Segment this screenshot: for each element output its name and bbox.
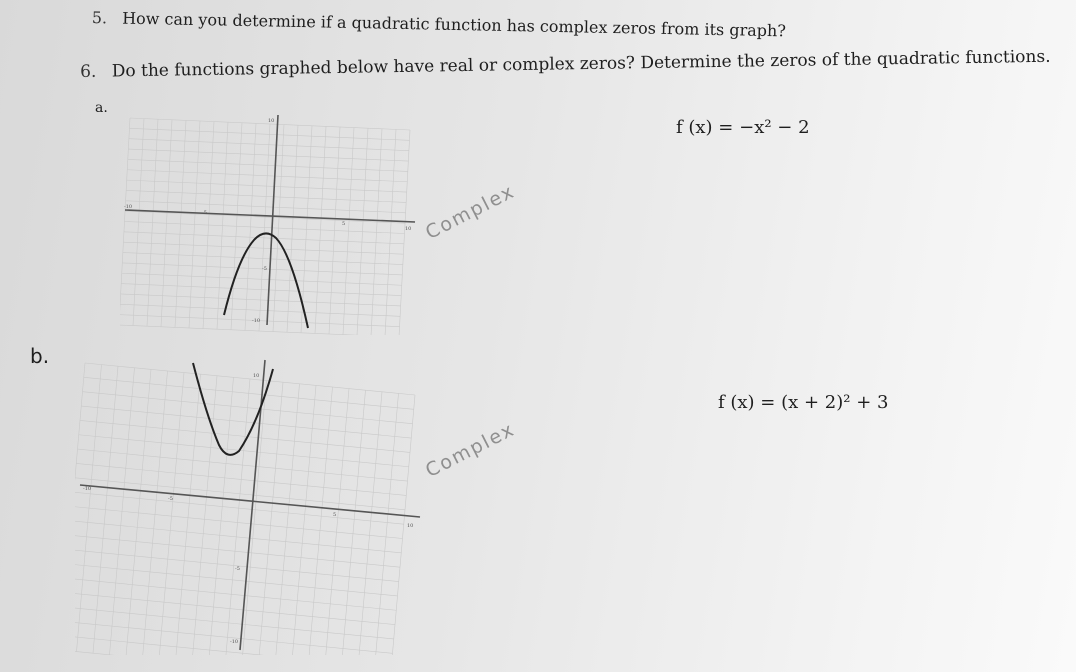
- grid-line-vertical: [341, 390, 366, 655]
- part-a-answer-handwritten: Complex: [422, 180, 519, 244]
- grid-line-vertical: [291, 385, 316, 655]
- graph-b: [75, 355, 425, 655]
- question-6: [80, 47, 1051, 82]
- grid-line-horizontal: [75, 593, 395, 625]
- graph-a-grid: [120, 118, 410, 335]
- graph-b-tick-y-top: 10: [253, 373, 260, 379]
- question-6-number: 6.: [80, 61, 97, 82]
- graph-a-tick-x-mid-right: 5: [342, 221, 346, 227]
- grid-line-vertical: [357, 392, 382, 655]
- question-5: [92, 8, 786, 40]
- question-6-text: Do the functions graphed below have real or complex zeros? Determine the zeros of the quadratic functions.: [111, 46, 1051, 82]
- grid-line-vertical: [374, 393, 399, 655]
- graph-a-tick-x-left: -10: [124, 204, 133, 210]
- grid-line-vertical: [143, 371, 168, 655]
- graph-a-tick-y-top: 10: [268, 118, 275, 124]
- part-b-answer-handwritten: Complex: [422, 418, 519, 482]
- graph-a-x-axis: [125, 210, 415, 222]
- graph-b-tick-x-mid-right: 5: [333, 512, 337, 518]
- graph-b-tick-x-left: -10: [83, 486, 92, 492]
- grid-line-vertical: [324, 389, 349, 655]
- graph-b-tick-y-mid: -5: [235, 566, 240, 572]
- question-5-number: 5.: [91, 8, 108, 28]
- grid-line-vertical: [308, 387, 333, 655]
- grid-line-horizontal: [75, 521, 401, 553]
- graph-a-tick-x-mid-left: -5: [202, 210, 207, 216]
- grid-line-horizontal: [75, 578, 396, 610]
- part-b-equation: f (x) = (x + 2)² + 3: [718, 392, 889, 413]
- graph-a-tick-y-bottom: -10: [252, 318, 261, 324]
- graph-a-tick-x-right: 10: [405, 226, 412, 232]
- part-a-label: a.: [95, 100, 108, 116]
- graph-a-parabola: [224, 233, 308, 328]
- graph-b-tick-x-right: 10: [407, 523, 414, 529]
- part-b-label: b.: [30, 344, 50, 368]
- question-5-text: How can you determine if a quadratic function has complex zeros from its graph?: [121, 8, 787, 41]
- graph-a: [120, 110, 420, 335]
- graph-a-tick-y-mid: -5: [262, 266, 267, 272]
- graph-b-tick-y-bottom: -10: [230, 639, 239, 645]
- graph-b-tick-x-mid-left: -5: [168, 496, 173, 502]
- part-a-equation: f (x) = −x² − 2: [676, 117, 810, 138]
- graph-b-grid: [75, 363, 415, 655]
